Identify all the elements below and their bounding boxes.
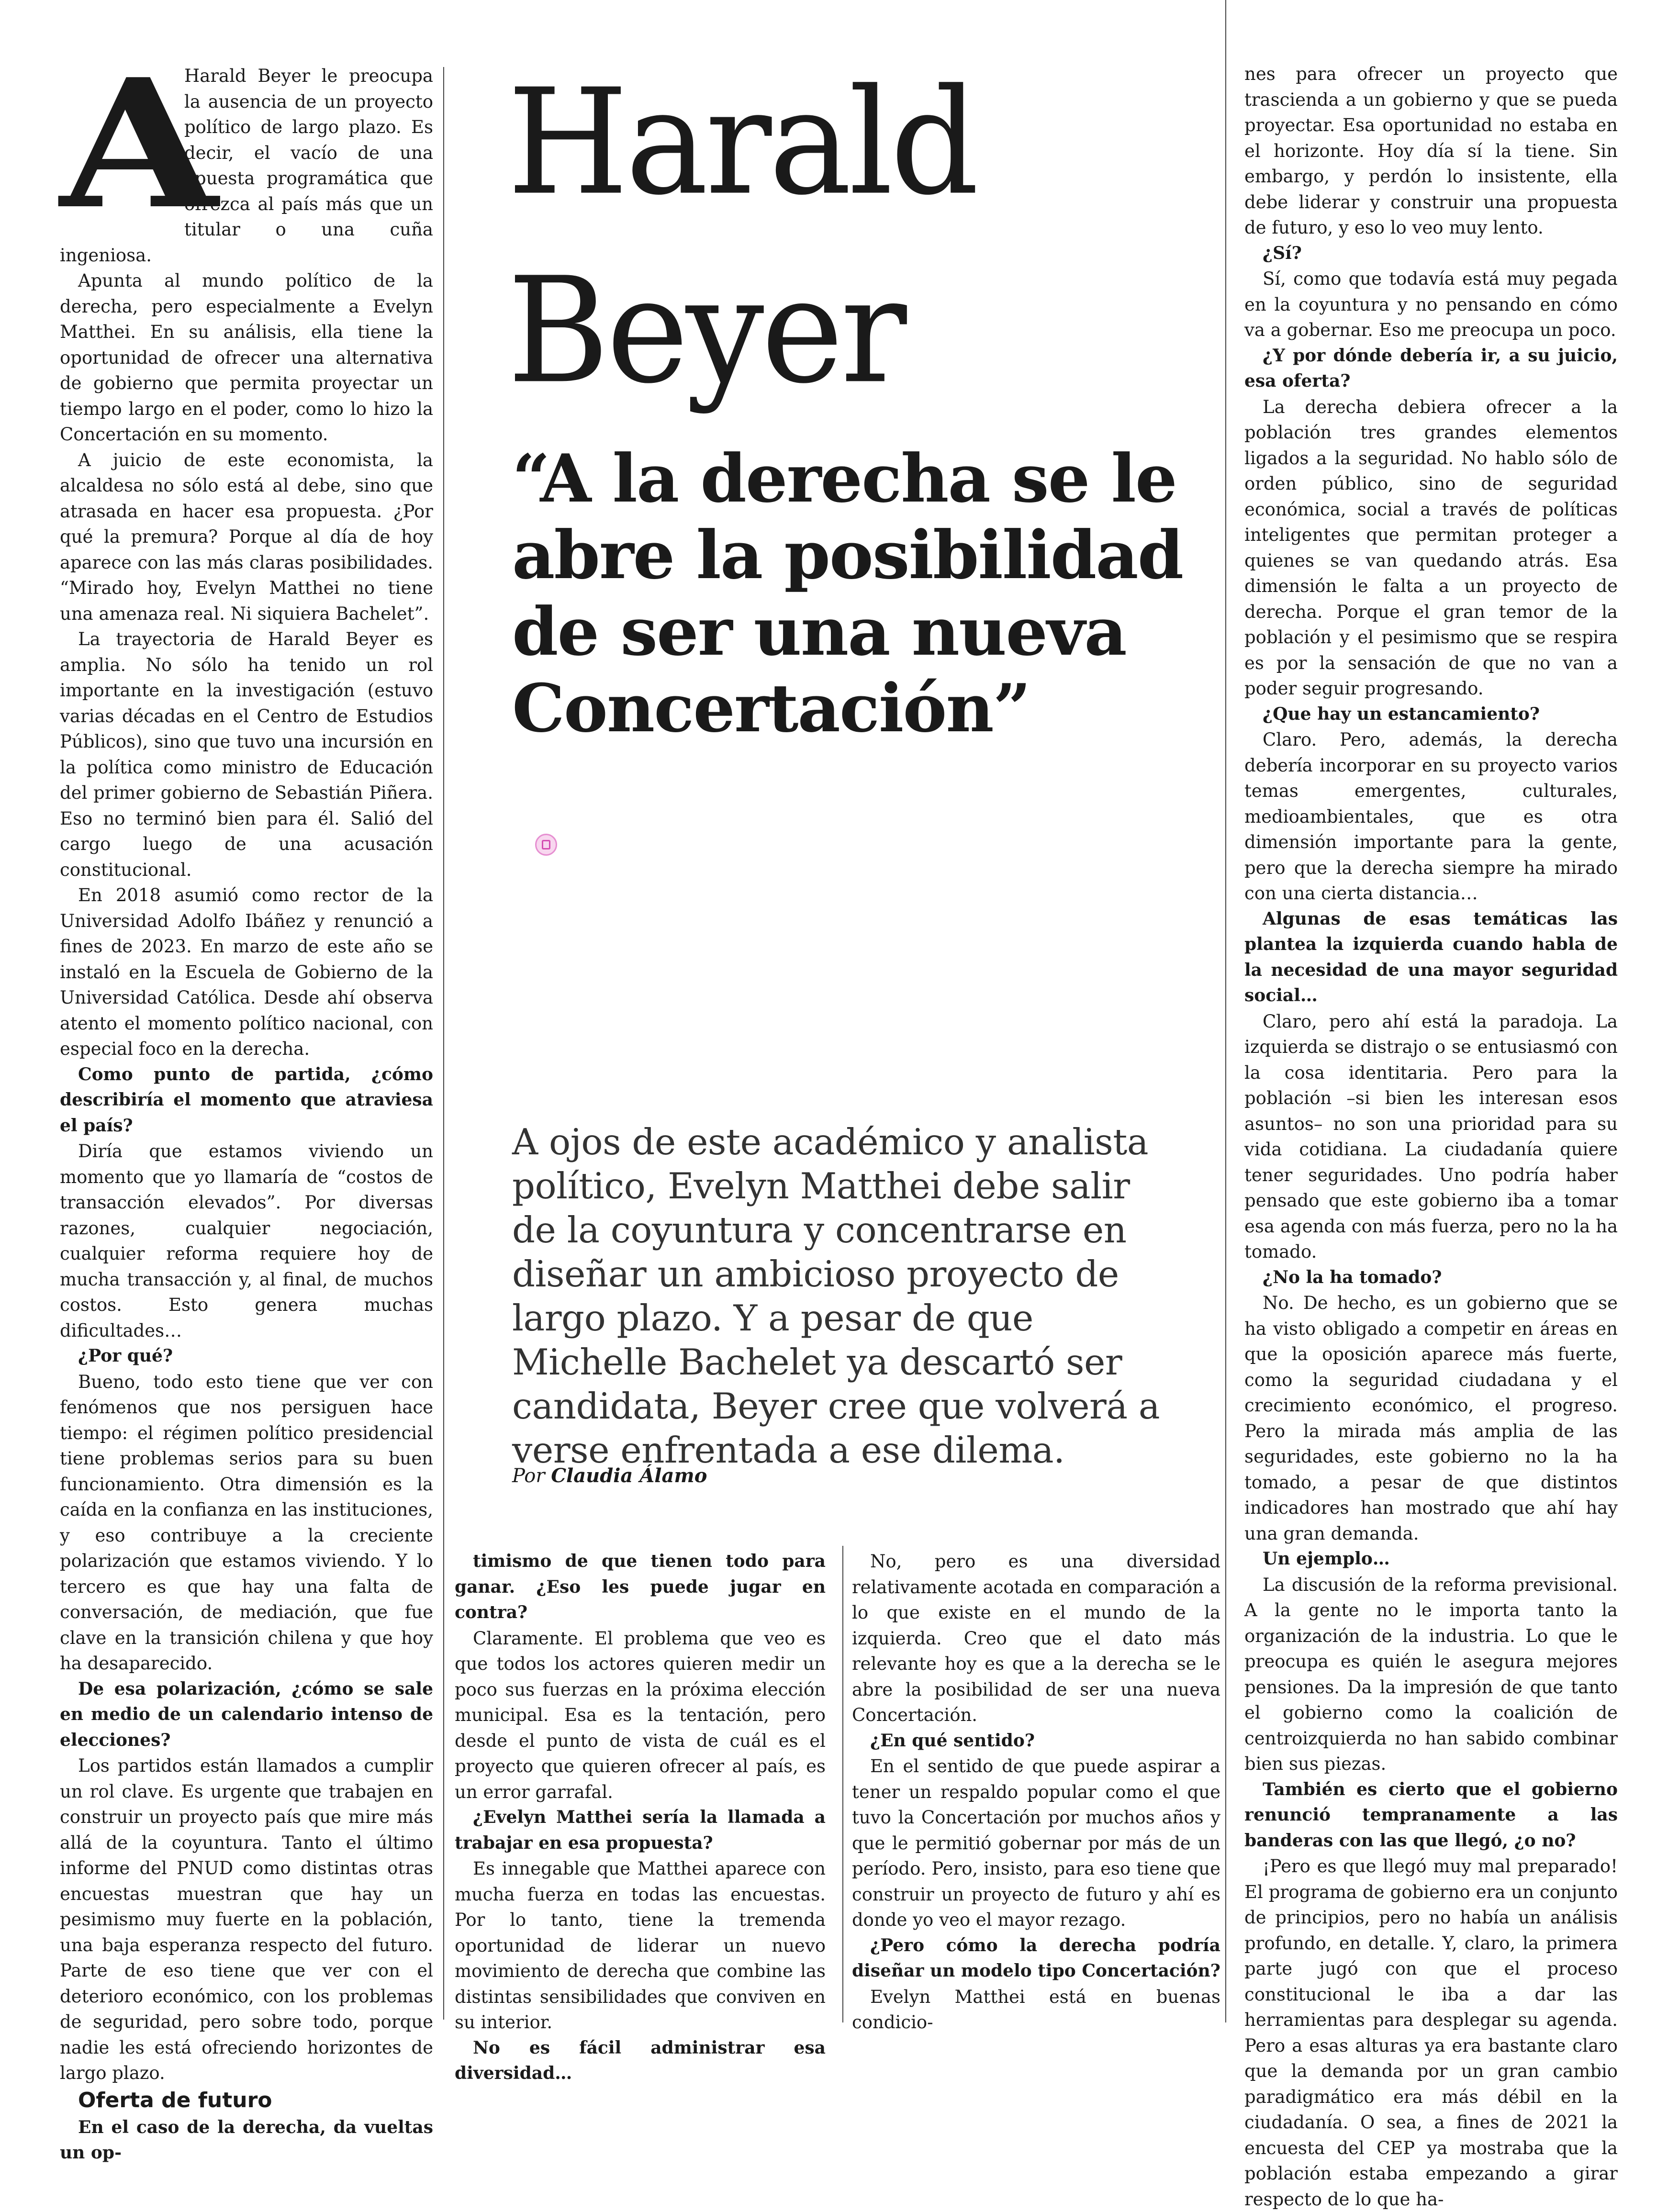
column-2 (455, 1549, 826, 2087)
answer: La discusión de la reforma previsional. A la gente no le importa tanto la organización de la industria. Lo que le preocupa es quién le asegura mejores pensiones. Da la impresión de que tanto el gobierno como la coalición de centroizquierda no han sabido combinar bien sus piezas. (1244, 1574, 1618, 1774)
question: ¿Pero cómo la derecha podría diseñar un modelo tipo Concertación? (852, 1935, 1220, 1981)
answer: Claramente. El problema que veo es que todos los actores quieren medir un poco sus fuerzas en la próxima elección municipal. Esa es la tentación, pero desde el punto de vista de cuál es el proyecto que quieren ofrecer al país, es un error garrafal. (455, 1628, 826, 1802)
answer: Claro. Pero, además, la derecha debería incorporar en su proyecto varios temas emergentes, culturales, medioambientales, que es otra dimensión importante para la gente, pero que la derecha siempre ha mirado con una cierta distancia… (1244, 729, 1618, 904)
question: ¿Por qué? (78, 1346, 173, 1366)
deck: A ojos de este académico y analista político, Evelyn Matthei debe salir de la coyuntura y concentrarse en diseñar un ambicioso proyecto de largo plazo. Y a pesar de que Michelle Bachelet ya descartó ser candidata, Beyer cree que volverá a verse enfrentada a ese dilema. (512, 1121, 1160, 1471)
notes-icon (535, 834, 557, 856)
answer: Evelyn Matthei está en buenas condicio- (852, 1986, 1220, 2033)
paragraph: Apunta al mundo político de la derecha, pero especialmente a Evelyn Matthei. En su análisis, ella tiene la oportunidad de ofrecer una alternativa de gobierno que permita proyectar un tiempo largo en el poder, como lo hizo la Concertación en su momento. (60, 270, 433, 445)
dropcap-box (60, 41, 218, 248)
paragraph: La trayectoria de Harald Beyer es amplia. No sólo ha tenido un rol importante en la investigación (estuvo varias décadas en el Centro de Estudios Públicos), sino que tuvo una incursión en la política como ministro de Educación del primer gobierno de Sebastián Piñera. Eso no terminó bien para él. Salió del cargo luego de una acusación constitucional. (60, 629, 433, 880)
question: En el caso de la derecha, da vueltas un op- (60, 2117, 433, 2163)
paragraph: Harald Beyer le preocupa la ausencia de un proyecto político de largo plazo. Es decir, el vacío de una apuesta programática que ofrezca al país más que un titular o una cuña ingeniosa. (60, 66, 433, 266)
column-1 (60, 41, 433, 2166)
answer: Bueno, todo esto tiene que ver con fenómenos que nos persiguen hace tiempo: el régimen político presidencial tiene problemas serios para su buen funcionamiento. Otra dimensión es la caída en la confianza en las instituciones, y eso contribuye a la creciente polarización que estamos viviendo. Y lo tercero es que hay una falta de conversación, de mediación, que fue clave en la transición chilena y que hoy ha desaparecido. (60, 1371, 433, 1674)
column-rule (842, 1546, 843, 2022)
column-rule (1225, 0, 1226, 2022)
paragraph: A juicio de este economista, la alcaldesa no sólo está al debe, sino que atrasada en hacer esa propuesta. ¿Por qué la premura? Porque al día de hoy aparece con las más claras posibilidades. “Mirado hoy, Evelyn Matthei no tiene una amenaza real. Ni siquiera Bachelet”. (60, 449, 433, 624)
answer: En el sentido de que puede aspirar a tener un respaldo popular como el que tuvo la Concertación por muchos años y que le permitió gobernar por más de un período. Pero, insisto, para eso tiene que construir un proyecto de futuro y ahí es donde yo veo el mayor rezago. (852, 1756, 1220, 1930)
question: Como punto de partida, ¿cómo describiría el momento que atraviesa el país? (60, 1064, 433, 1136)
answer: Claro, pero ahí está la paradoja. La izquierda se distrajo o se entusiasmó con la cosa identitaria. Pero para la población –si bien les interesan esos asuntos– no son una prioridad para su vida cotidiana. La ciudadanía quiere tener seguridades. Uno podría haber pensado que este gobierno iba a tomar esa agenda con más fuerza, pero no la ha tomado. (1244, 1011, 1618, 1262)
answer: Diría que estamos viviendo un momento que yo llamaría de “costos de transacción elevados”. Por diversas razones, cualquier negociación, cualquier reforma requiere hoy de mucha transacción y, al final, de muchos costos. Esto genera muchas dificultades… (60, 1141, 433, 1341)
headline-name: Harald Beyer (507, 58, 976, 416)
answer: Es innegable que Matthei aparece con mucha fuerza en todas las encuestas. Por lo tanto, tiene la tremenda oportunidad de liderar un nuevo movimiento de derecha que combine las distintas sensibilidades que conviven en su interior. (455, 1858, 826, 2033)
question: También es cierto que el gobierno renunció tempranamente a las banderas con las que llegó, ¿o no? (1244, 1779, 1618, 1851)
answer: No. De hecho, es un gobierno que se ha visto obligado a competir en áreas en que la oposición aparece más fuerte, como la seguridad ciudadana y el crecimiento económico, el progreso. Pero la mirada más amplia de las seguridades, este gobierno no la ha tomado, a pesar de que distintos indicadores han mostrado que ahí hay una gran demanda. (1244, 1293, 1618, 1544)
headline-quote: “A la derecha se le abre la posibilidad de ser una nueva Concertación” (512, 439, 1183, 747)
answer: nes para ofrecer un proyecto que trascienda a un gobierno y que se pueda proyectar. Esa oportunidad no estaba en el horizonte. Hoy día sí la tiene. Sin embargo, y perdón lo insistente, ella debe liderar y construir una propuesta de futuro, y eso lo veo muy lento. (1244, 64, 1618, 238)
byline-prefix: Por (512, 1465, 545, 1487)
answer: Sí, como que todavía está muy pegada en la coyuntura y no pensando en cómo va a gobernar. Eso me preocupa un poco. (1244, 268, 1618, 340)
answer: Los partidos están llamados a cumplir un rol clave. Es urgente que trabajen en construir un proyecto país que mire más allá de la coyuntura. Tanto el último informe del PNUD como distintas otras encuestas muestran que hay un pesimismo muy fuerte en la población, una baja esperanza respecto del futuro. Parte de eso tiene que ver con el deterioro económico, con los problemas de seguridad, pero sobre todo, porque nadie les está ofreciendo horizontes de largo plazo. (60, 1755, 433, 2083)
byline-author: Claudia Álamo (551, 1464, 707, 1487)
column-3 (852, 1549, 1220, 2035)
question: ¿Y por dónde debería ir, a su juicio, esa oferta? (1244, 345, 1618, 391)
question: ¿Sí? (1263, 243, 1302, 263)
question: ¿Evelyn Matthei sería la llamada a trabajar en esa propuesta? (455, 1807, 826, 1853)
dropcap: A (60, 41, 218, 248)
question: ¿No la ha tomado? (1263, 1267, 1442, 1287)
question: Algunas de esas temáticas las plantea la izquierda cuando habla de la necesidad de una mayor seguridad social… (1244, 908, 1618, 1005)
answer: La derecha debiera ofrecer a la población tres grandes elementos ligados a la seguridad. No hablo sólo de orden público, sino de seguridad económica, social a través de políticas inteligentes que permitan proteger a quienes se van quedando atrás. Esa dimensión le falta a un proyecto de derecha. Porque el gran temor de la población y el pesimismo que se respira es por la sensación de que no van a poder seguir progresando. (1244, 396, 1618, 699)
answer: ¡Pero es que llegó muy mal preparado! El programa de gobierno era un conjunto de principios, pero no había un análisis profundo, en detalle. Y, claro, la primera parte jugó con que el proceso constitucional le iba a dar las herramientas para desplegar su agenda. Pero a esas alturas ya era bastante claro que la demanda por un gran cambio paradigmático era más débil en la ciudadanía. O sea, a fines de 2021 la encuesta del CEP ya mostraba que la población estaba empezando a girar respecto de lo que ha- (1244, 1856, 1618, 2210)
question: De esa polarización, ¿cómo se sale en medio de un calendario intenso de elecciones? (60, 1678, 433, 1750)
byline (512, 1464, 707, 1487)
question: Un ejemplo… (1263, 1549, 1390, 1569)
question: No es fácil administrar esa diversidad… (455, 2037, 826, 2083)
question: ¿En qué sentido? (870, 1730, 1035, 1751)
subhead: Oferta de futuro (78, 2088, 272, 2112)
answer: No, pero es una diversidad relativamente acotada en comparación a lo que existe en el mundo de la izquierda. Creo que el dato más relevante hoy es que a la derecha se le abre la posibilidad de ser una nueva Concertación. (852, 1551, 1220, 1725)
question: ¿Que hay un estancamiento? (1263, 704, 1540, 724)
column-4 (1244, 61, 1618, 2212)
column-rule (443, 67, 444, 2020)
paragraph: En 2018 asumió como rector de la Universidad Adolfo Ibáñez y renunció a fines de 2023. En marzo de este año se instaló en la Escuela de Gobierno de la Universidad Católica. Desde ahí observa atento el momento político nacional, con especial foco en la derecha. (60, 885, 433, 1059)
question: timismo de que tienen todo para ganar. ¿Eso les puede jugar en contra? (455, 1551, 826, 1622)
